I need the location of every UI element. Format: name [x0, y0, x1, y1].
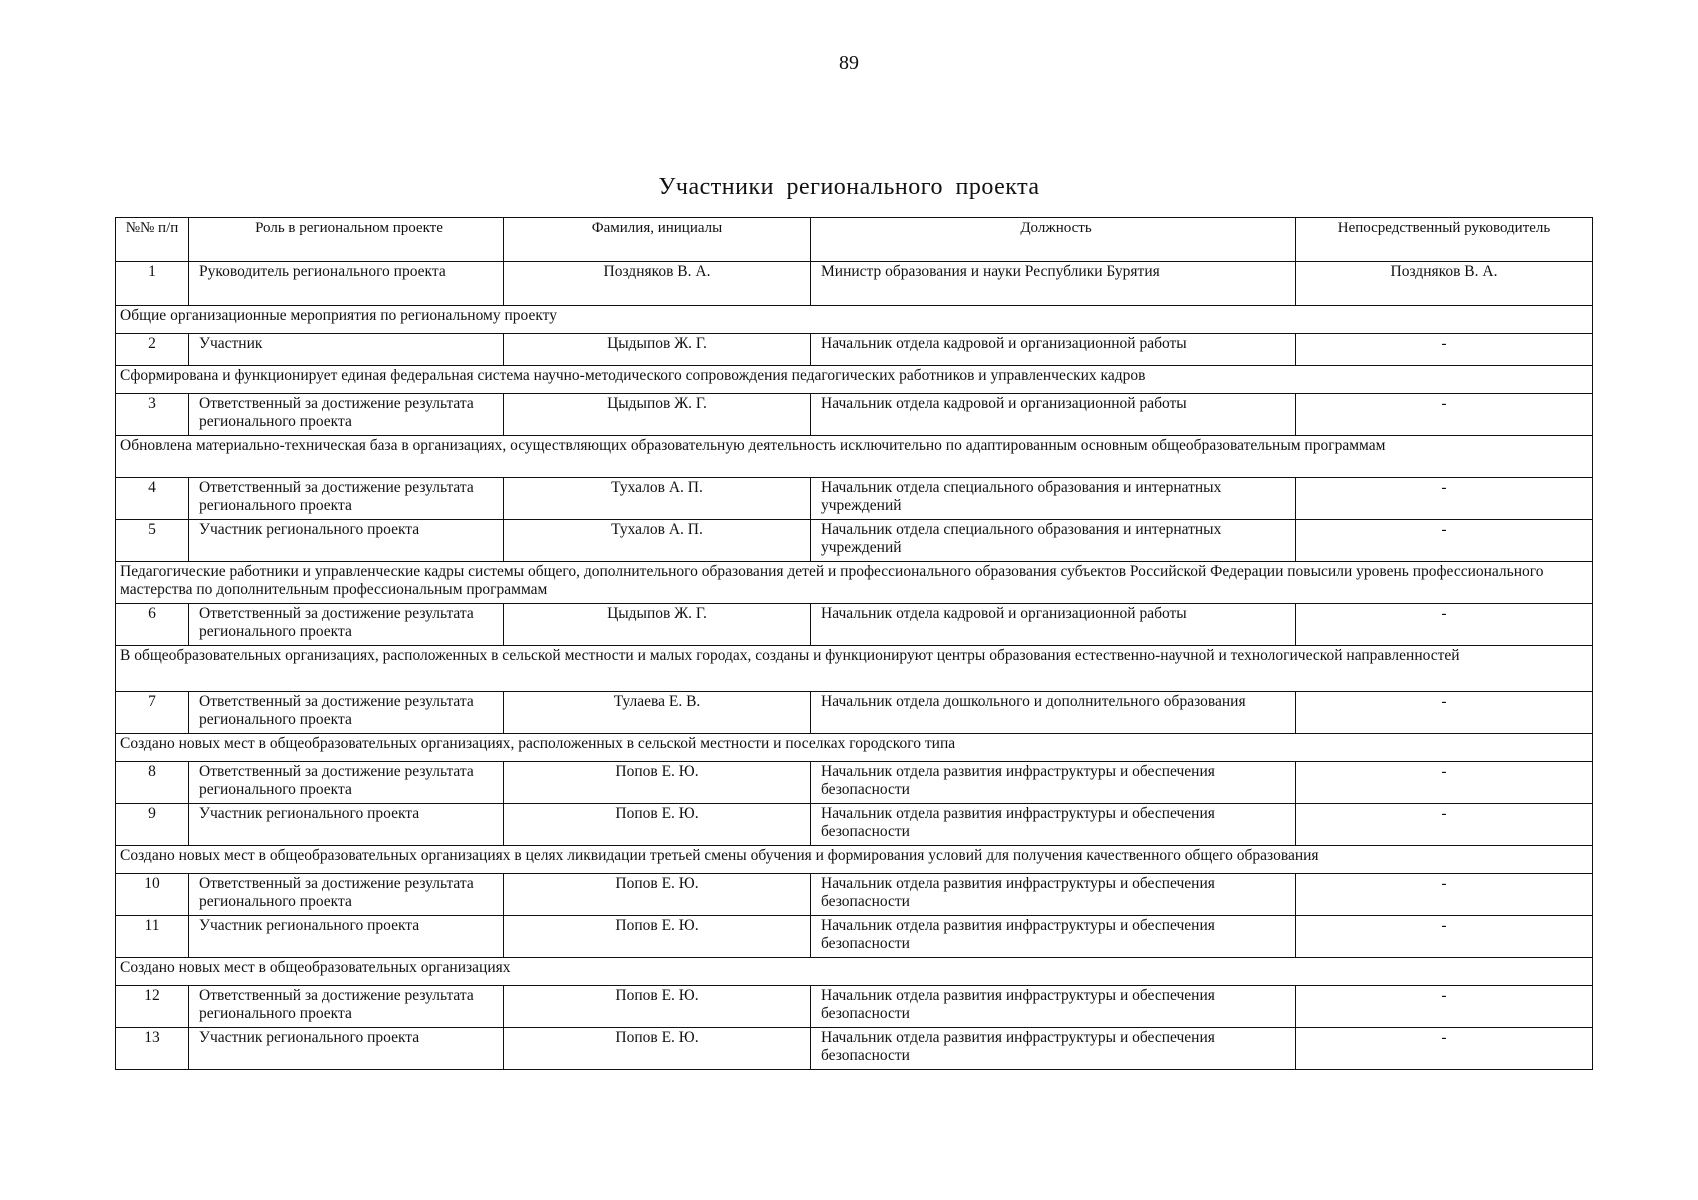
table-row [116, 394, 1593, 436]
row-position: Министр образования и науки Республики Бурятия [811, 262, 1296, 306]
row-name: Попов Е. Ю. [504, 986, 811, 1028]
row-role: Ответственный за достижение результата регионального проекта [189, 986, 504, 1028]
row-supervisor: - [1296, 478, 1593, 520]
row-num: 2 [116, 334, 189, 366]
row-role: Участник регионального проекта [189, 916, 504, 958]
row-position: Начальник отдела развития инфраструктуры и обеспечения безопасности [811, 804, 1296, 846]
row-supervisor: - [1296, 762, 1593, 804]
row-supervisor: - [1296, 1028, 1593, 1070]
row-num: 1 [116, 262, 189, 306]
section-row [116, 958, 1593, 986]
row-name: Попов Е. Ю. [504, 1028, 811, 1070]
row-name: Попов Е. Ю. [504, 874, 811, 916]
row-supervisor: - [1296, 692, 1593, 734]
row-supervisor: - [1296, 874, 1593, 916]
row-role: Участник регионального проекта [189, 1028, 504, 1070]
section-row [116, 734, 1593, 762]
row-role: Ответственный за достижение результата регионального проекта [189, 762, 504, 804]
section-heading: Создано новых мест в общеобразовательных организациях в целях ликвидации третьей смены обучения и формирования условий для получения качественного общего образования [116, 846, 1593, 874]
table-row [116, 916, 1593, 958]
row-position: Начальник отдела развития инфраструктуры и обеспечения безопасности [811, 1028, 1296, 1070]
row-num: 3 [116, 394, 189, 436]
row-supervisor: - [1296, 604, 1593, 646]
section-heading: Создано новых мест в общеобразовательных организациях [116, 958, 1593, 986]
row-name: Попов Е. Ю. [504, 916, 811, 958]
row-supervisor: - [1296, 916, 1593, 958]
row-role: Руководитель регионального проекта [189, 262, 504, 306]
table-row [116, 478, 1593, 520]
row-position: Начальник отдела развития инфраструктуры и обеспечения безопасности [811, 916, 1296, 958]
row-supervisor: Поздняков В. А. [1296, 262, 1593, 306]
table-header-row [116, 218, 1593, 262]
row-num: 8 [116, 762, 189, 804]
row-role: Ответственный за достижение результата регионального проекта [189, 478, 504, 520]
header-supervisor: Непосредственный руководитель [1296, 218, 1593, 262]
row-name: Цыдыпов Ж. Г. [504, 394, 811, 436]
table-row [116, 692, 1593, 734]
table-row [116, 520, 1593, 562]
row-name: Тухалов А. П. [504, 478, 811, 520]
row-name: Попов Е. Ю. [504, 762, 811, 804]
row-position: Начальник отдела дошкольного и дополнительного образования [811, 692, 1296, 734]
section-heading: Создано новых мест в общеобразовательных организациях, расположенных в сельской местности и поселках городского типа [116, 734, 1593, 762]
row-num: 4 [116, 478, 189, 520]
row-supervisor: - [1296, 986, 1593, 1028]
section-heading: Обновлена материально-техническая база в организациях, осуществляющих образовательную деятельность исключительно по адаптированным основным общеобразовательным программам [116, 436, 1593, 478]
row-position: Начальник отдела развития инфраструктуры и обеспечения безопасности [811, 762, 1296, 804]
row-name: Поздняков В. А. [504, 262, 811, 306]
row-num: 11 [116, 916, 189, 958]
row-role: Ответственный за достижение результата регионального проекта [189, 692, 504, 734]
row-name: Тухалов А. П. [504, 520, 811, 562]
row-num: 13 [116, 1028, 189, 1070]
page-title: Участники регионального проекта [658, 174, 1040, 200]
section-row [116, 366, 1593, 394]
row-position: Начальник отдела кадровой и организационной работы [811, 394, 1296, 436]
section-heading: Общие организационные мероприятия по региональному проекту [116, 306, 1593, 334]
row-position: Начальник отдела развития инфраструктуры и обеспечения безопасности [811, 986, 1296, 1028]
table-row [116, 334, 1593, 366]
section-row [116, 436, 1593, 478]
table-row [116, 762, 1593, 804]
page-number: 89 [839, 52, 859, 74]
row-num: 5 [116, 520, 189, 562]
row-role: Ответственный за достижение результата регионального проекта [189, 394, 504, 436]
row-role: Ответственный за достижение результата регионального проекта [189, 604, 504, 646]
header-name: Фамилия, инициалы [504, 218, 811, 262]
section-heading: Сформирована и функционирует единая федеральная система научно-методического сопровождения педагогических работников и управленческих кадров [116, 366, 1593, 394]
row-name: Цыдыпов Ж. Г. [504, 604, 811, 646]
row-position: Начальник отдела специального образования и интернатных учреждений [811, 520, 1296, 562]
table-row [116, 604, 1593, 646]
row-role: Участник регионального проекта [189, 804, 504, 846]
table-row [116, 1028, 1593, 1070]
row-num: 6 [116, 604, 189, 646]
participants-table [115, 217, 1593, 1070]
row-position: Начальник отдела кадровой и организационной работы [811, 334, 1296, 366]
row-position: Начальник отдела специального образования и интернатных учреждений [811, 478, 1296, 520]
section-heading: Педагогические работники и управленческие кадры системы общего, дополнительного образования детей и профессионального образования субъектов Российской Федерации повысили уровень профессионального мастерства по дополнительным профессиональным программам [116, 562, 1593, 604]
section-row [116, 562, 1593, 604]
header-num: №№ п/п [116, 218, 189, 262]
table-row [116, 874, 1593, 916]
row-role: Ответственный за достижение результата регионального проекта [189, 874, 504, 916]
row-name: Попов Е. Ю. [504, 804, 811, 846]
header-position: Должность [811, 218, 1296, 262]
section-row [116, 646, 1593, 692]
row-name: Цыдыпов Ж. Г. [504, 334, 811, 366]
table-row [116, 804, 1593, 846]
row-position: Начальник отдела кадровой и организационной работы [811, 604, 1296, 646]
table-row [116, 262, 1593, 306]
table-row [116, 986, 1593, 1028]
row-num: 9 [116, 804, 189, 846]
row-supervisor: - [1296, 520, 1593, 562]
section-row [116, 846, 1593, 874]
row-num: 7 [116, 692, 189, 734]
section-heading: В общеобразовательных организациях, расположенных в сельской местности и малых городах, созданы и функционируют центры образования естественно-научной и технологической направленностей [116, 646, 1593, 692]
row-role: Участник [189, 334, 504, 366]
row-num: 12 [116, 986, 189, 1028]
row-num: 10 [116, 874, 189, 916]
row-supervisor: - [1296, 394, 1593, 436]
row-name: Тулаева Е. В. [504, 692, 811, 734]
section-row [116, 306, 1593, 334]
row-supervisor: - [1296, 334, 1593, 366]
header-role: Роль в региональном проекте [189, 218, 504, 262]
row-role: Участник регионального проекта [189, 520, 504, 562]
row-position: Начальник отдела развития инфраструктуры и обеспечения безопасности [811, 874, 1296, 916]
row-supervisor: - [1296, 804, 1593, 846]
